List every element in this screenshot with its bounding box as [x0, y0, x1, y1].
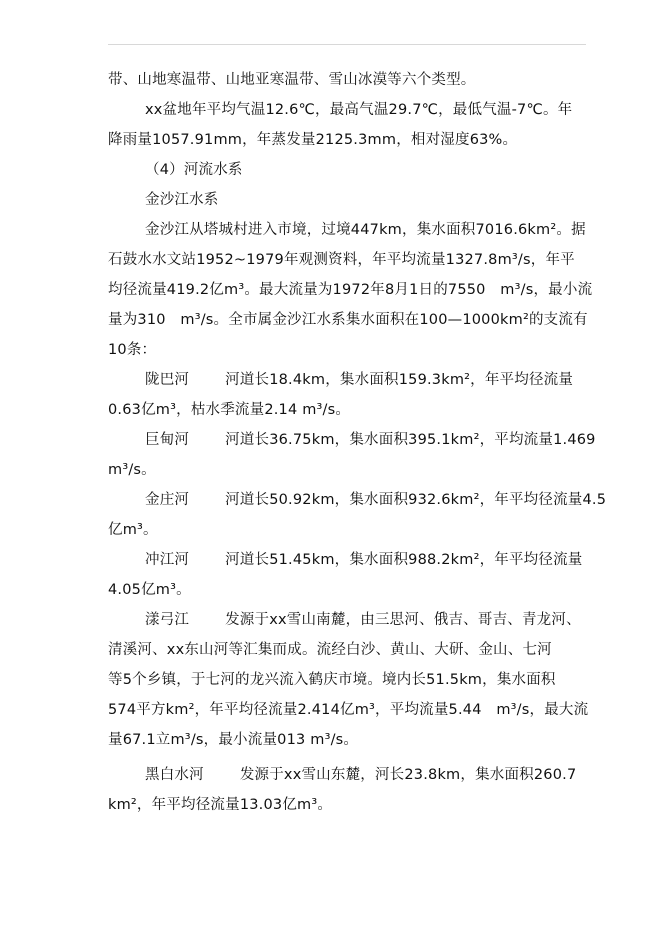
- text-line: 石鼓水水文站1952~1979年观测资料，年平均流量1327.8m³/s，年平: [108, 252, 575, 268]
- header-rule: [108, 44, 586, 45]
- text-line: xx盆地年平均气温12.6℃，最高气温29.7℃，最低气温-7℃。年: [145, 102, 573, 118]
- river-entry: [145, 490, 606, 510]
- text-line: 574平方km²，年平均径流量2.414亿m³，平均流量5.44 m³/s，最大流: [108, 702, 589, 718]
- text-line: 0.63亿m³，枯水季流量2.14 m³/s。: [108, 402, 351, 418]
- text-line: 金沙江从塔城村进入市境，过境447km，集水面积7016.6km²。据: [145, 222, 586, 238]
- river-description: 发源于xx雪山南麓，由三思河、俄吉、哥吉、青龙河、: [225, 612, 581, 628]
- river-entry: [145, 430, 596, 450]
- text-line: km²，年平均径流量13.03亿m³。: [108, 797, 333, 813]
- text-line: 量为310 m³/s。全市属金沙江水系集水面积在100—1000km²的支流有: [108, 312, 588, 328]
- river-name: 陇巴河: [145, 372, 190, 388]
- text-line: 等5个乡镇，于七河的龙兴流入鹤庆市境。境内长51.5km，集水面积: [108, 672, 556, 688]
- text-line: 10条：: [108, 342, 157, 358]
- river-entry: [145, 550, 583, 570]
- river-name: 巨甸河: [145, 432, 190, 448]
- river-description: 河道长51.45km，集水面积988.2km²，年平均径流量: [225, 552, 583, 568]
- section-heading: （4）河流水系: [145, 162, 243, 178]
- river-name: 金庄河: [145, 492, 190, 508]
- text-line: 清溪河、xx东山河等汇集而成。流经白沙、黄山、大研、金山、七河: [108, 642, 552, 658]
- text-line: 亿m³。: [108, 522, 158, 538]
- river-description: 发源于xx雪山东麓，河长23.8km，集水面积260.7: [239, 767, 577, 783]
- river-entry: [145, 765, 576, 785]
- river-description: 河道长36.75km，集水面积395.1km²，平均流量1.469: [225, 432, 596, 448]
- text-line: 4.05亿m³。: [108, 582, 191, 598]
- text-line: m³/s。: [108, 462, 156, 478]
- text-line: 量67.1立m³/s，最小流量013 m³/s。: [108, 732, 359, 748]
- river-description: 河道长50.92km，集水面积932.6km²，年平均径流量4.5: [225, 492, 607, 508]
- text-line: 均径流量419.2亿m³。最大流量为1972年8月1日的7550 m³/s，最小流: [108, 282, 593, 298]
- river-entry: [145, 370, 573, 390]
- river-entry: [145, 610, 581, 630]
- subsection-heading: 金沙江水系: [145, 192, 219, 208]
- river-name: 漾弓江: [145, 612, 190, 628]
- text-line: 降雨量1057.91mm，年蒸发量2125.3mm，相对湿度63%。: [108, 132, 518, 148]
- text-line: 带、山地寒温带、山地亚寒温带、雪山冰漠等六个类型。: [108, 72, 476, 88]
- river-name: 黑白水河: [145, 767, 204, 783]
- river-description: 河道长18.4km，集水面积159.3km²，年平均径流量: [225, 372, 574, 388]
- river-name: 冲江河: [145, 552, 190, 568]
